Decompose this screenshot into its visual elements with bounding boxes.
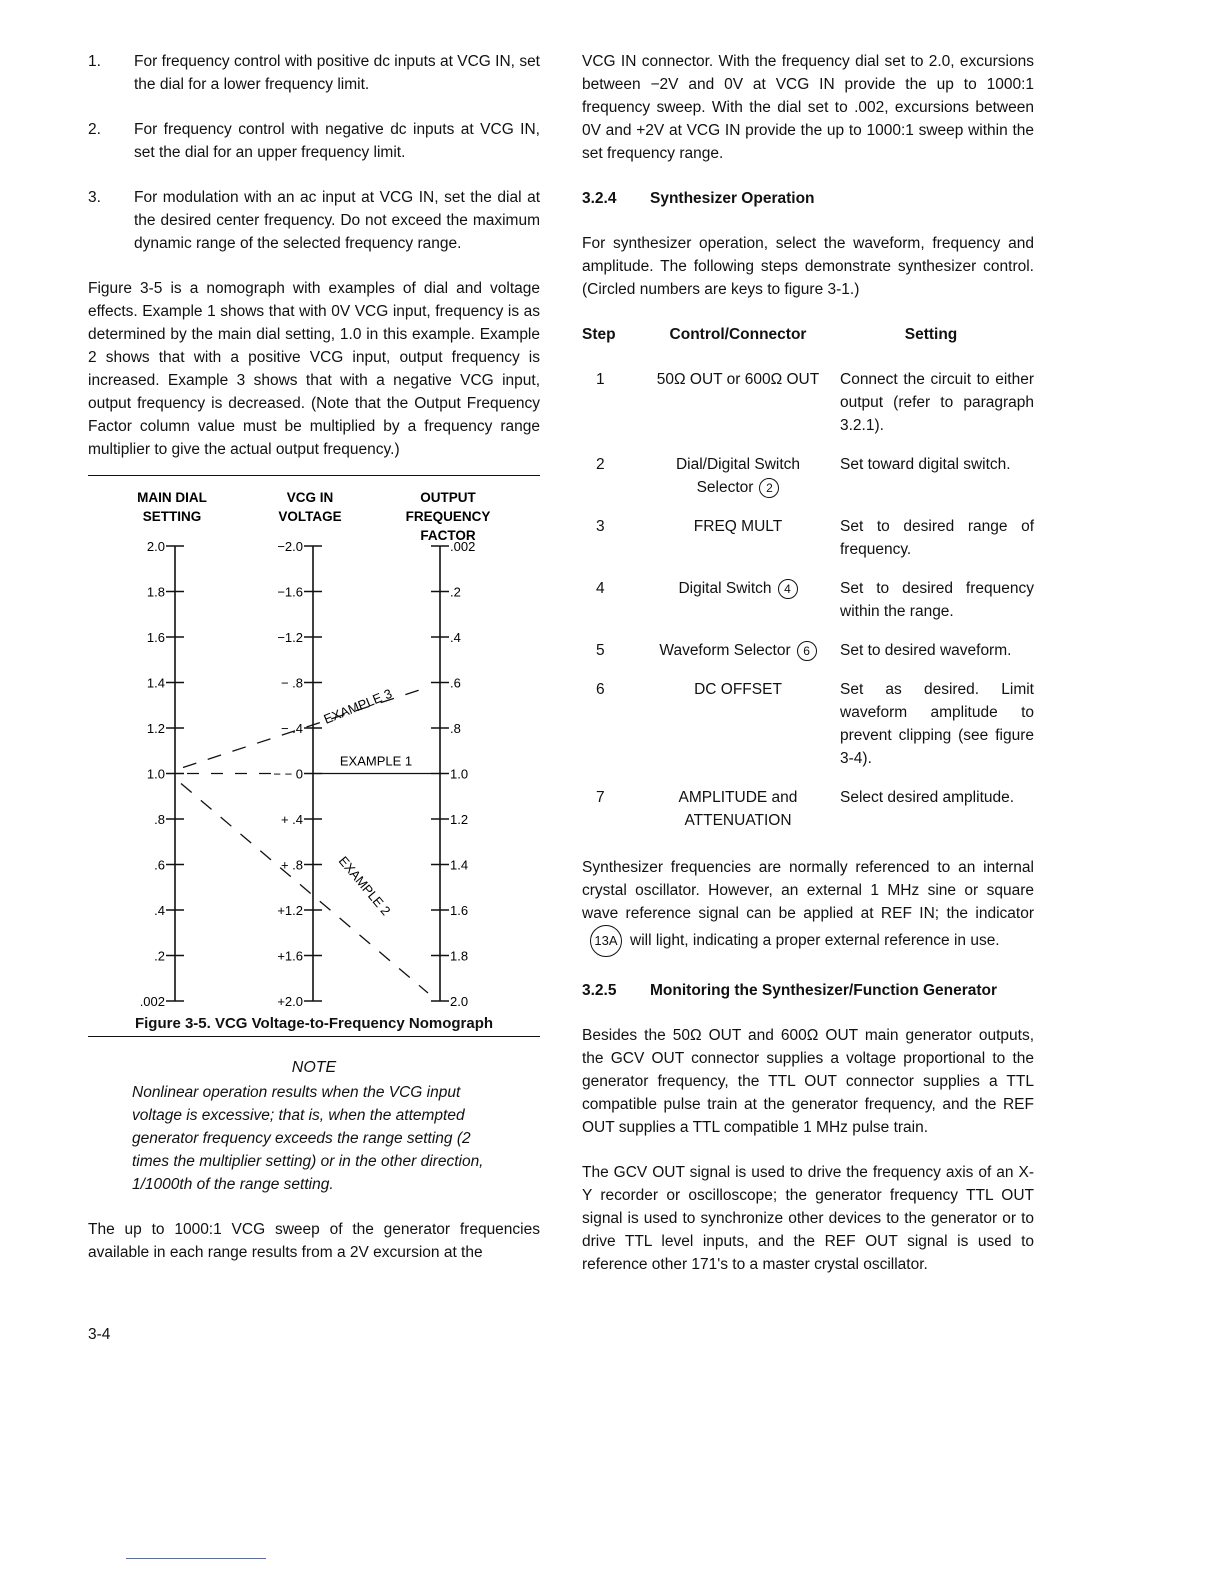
example-1-label: EXAMPLE 1 (339, 753, 413, 769)
nomograph-figure (88, 475, 540, 1037)
table-row: 2 Dial/Digital Switch Selector 2 Set toward digital switch. (596, 456, 1011, 496)
tick-label: 1.0 (450, 766, 469, 782)
note-body: Nonlinear operation results when the VCG input voltage is excessive; that is, when the attempted generator frequency exceeds the range setting (2 times the multiplier setting) or in the other direction, 1/1000th of the range setting. (132, 1084, 484, 1193)
monitoring-paragraph: Besides the 50Ω OUT and 600Ω OUT main generator outputs, the GCV OUT connector supplies a voltage proportional to the generator frequency, the TTL OUT connector supplies a TTL compatible pulse train at the generator frequency, and the REF OUT supplies a TTL compatible 1 MHz pulse train. (582, 1027, 1034, 1136)
column-header: OUTPUT (420, 490, 476, 505)
table-header-row (582, 323, 1034, 368)
tick-label: 1.2 (450, 812, 469, 827)
tick-label: 1.8 (146, 584, 165, 600)
list-item: 3. For modulation with an ac input at VCG IN, set the dial at the desired center frequency. Do not exceed the maximum dynamic range of the selected frequency range. (88, 189, 540, 252)
tick-label: +1.6 (277, 948, 303, 964)
synth-intro-paragraph: For synthesizer operation, select the waveform, frequency and amplitude. The following steps demonstrate synthesizer control. (Circled numbers are keys to figure 3-1.) (582, 235, 1034, 298)
column-header: SETTING (142, 509, 202, 524)
tick-label: − .4 (280, 721, 303, 736)
tick-label: − .8 (280, 675, 303, 691)
page-number: 3-4 (88, 1326, 111, 1343)
table-row: 5 Waveform Selector 6 Set to desired waveform. (596, 642, 1012, 659)
tick-label: .6 (154, 857, 165, 873)
tick-label: −1.2 (277, 630, 303, 645)
figure-caption: Figure 3-5. VCG Voltage-to-Frequency Nomograph (134, 1015, 494, 1032)
tick-label: .4 (154, 903, 165, 918)
tick-label: +1.2 (277, 903, 303, 918)
instruction-list (88, 50, 540, 255)
tick-label: .2 (450, 584, 461, 600)
tick-label: + .4 (280, 812, 303, 827)
tick-label: −2.0 (277, 539, 303, 554)
link-underline (126, 1558, 266, 1559)
section-heading-324: 3.2.4 Synthesizer Operation (582, 190, 815, 207)
reference-paragraph: Synthesizer frequencies are normally referenced to an internal crystal oscillator. However, an external 1 MHz sine or square wave reference signal can be applied at REF IN; the indicator13A will light, indicating a proper external reference in use. (582, 856, 1034, 957)
tick-label: −1.6 (277, 584, 303, 600)
note-title: NOTE (291, 1059, 337, 1076)
tick-label: 1.2 (146, 721, 165, 736)
circled-key: 6 (797, 641, 817, 661)
circled-key: 2 (759, 478, 779, 498)
nomograph-description: Figure 3-5 is a nomograph with examples of dial and voltage effects. Example 1 shows that with 0V VCG input, frequency is as determined by the main dial setting, 1.0 in this example. Example 2 shows that with a positive VCG input, output frequency is increased. Example 3 shows that with a negative VCG input, output frequency is decreased. (Note that the Output Frequency Factor column value must be multiplied by a frequency range multiplier to give the actual output frequency.) (88, 280, 540, 458)
tick-label: .4 (450, 630, 461, 645)
header-setting: Setting (904, 326, 958, 343)
tick-label: 2.0 (146, 539, 165, 554)
table-row: 4 Digital Switch 4 Set to desired frequency within the range. (596, 580, 1034, 620)
table-row: 6 DC OFFSET Set as desired. Limit waveform amplitude to prevent clipping (see figure 3-4). (596, 681, 1034, 767)
list-item: 2. For frequency control with negative dc inputs at VCG IN, set the dial for an upper frequency limit. (88, 121, 540, 161)
example-3-label: EXAMPLE 3 (321, 685, 395, 727)
tick-label: 1.4 (146, 675, 165, 691)
column-header: FREQUENCY (405, 509, 491, 524)
tick-label: .2 (154, 948, 165, 964)
table-row: 7 AMPLITUDE and ATTENUATION Select desired amplitude. (596, 789, 1015, 829)
steps-table (582, 323, 1034, 848)
right-column (582, 50, 1034, 1276)
table-row: 3 FREQ MULT Set to desired range of frequency. (596, 518, 1034, 558)
indicator-13a-key: 13A (590, 925, 622, 957)
tick-label: 2.0 (450, 994, 469, 1009)
tick-label: +2.0 (277, 994, 303, 1009)
column-header: FACTOR (420, 528, 476, 543)
tick-label: + .8 (280, 857, 303, 873)
tick-label: 1.6 (146, 630, 165, 645)
header-control: Control/Connector (669, 326, 807, 343)
header-step: Step (582, 326, 616, 343)
tick-label: 1.8 (450, 948, 469, 964)
column-header: VCG IN (286, 490, 334, 505)
tick-label: .002 (139, 994, 165, 1009)
circled-key: 4 (778, 579, 798, 599)
tick-label: 1.4 (450, 857, 469, 873)
tick-label: .8 (154, 812, 165, 827)
tick-label: 1.6 (450, 903, 469, 918)
tick-label: .6 (450, 675, 461, 691)
vcg-sweep-paragraph: The up to 1000:1 VCG sweep of the generator frequencies available in each range results from a 2V excursion at the (88, 1221, 540, 1261)
example-2-label: EXAMPLE 2 (335, 853, 394, 919)
gcv-paragraph: The GCV OUT signal is used to drive the frequency axis of an X-Y recorder or oscilloscope; the generator frequency TTL OUT signal is used to synchronize other devices to the generator or to drive TTL level inputs, and the REF OUT signal is used to reference other 171's to a master crystal oscillator. (582, 1164, 1034, 1273)
example-2-dashed-line (181, 784, 428, 994)
left-column (88, 50, 540, 1264)
nomograph-svg (88, 476, 540, 1036)
tick-label: .8 (450, 721, 461, 736)
column-header: MAIN DIAL (137, 490, 207, 505)
vcg-paragraph: VCG IN connector. With the frequency dial set to 2.0, excursions between −2V and 0V at VCG IN provide the up to 1000:1 frequency sweep. With the dial set to .002, excursions between 0V and +2V at VCG IN provide the up to 1000:1 sweep within the set frequency range. (582, 53, 1034, 162)
tick-label: .002 (450, 539, 476, 554)
section-heading-325: 3.2.5 Monitoring the Synthesizer/Function Generator (582, 982, 998, 999)
list-item: 1. For frequency control with positive dc inputs at VCG IN, set the dial for a lower frequency limit. (88, 53, 540, 93)
column-header: VOLTAGE (278, 509, 342, 524)
tick-label: − − 0 (273, 766, 303, 782)
table-row: 1 50Ω OUT or 600Ω OUT Connect the circuit to either output (refer to paragraph 3.2.1). (596, 371, 1034, 434)
tick-label: 1.0 (146, 766, 165, 782)
